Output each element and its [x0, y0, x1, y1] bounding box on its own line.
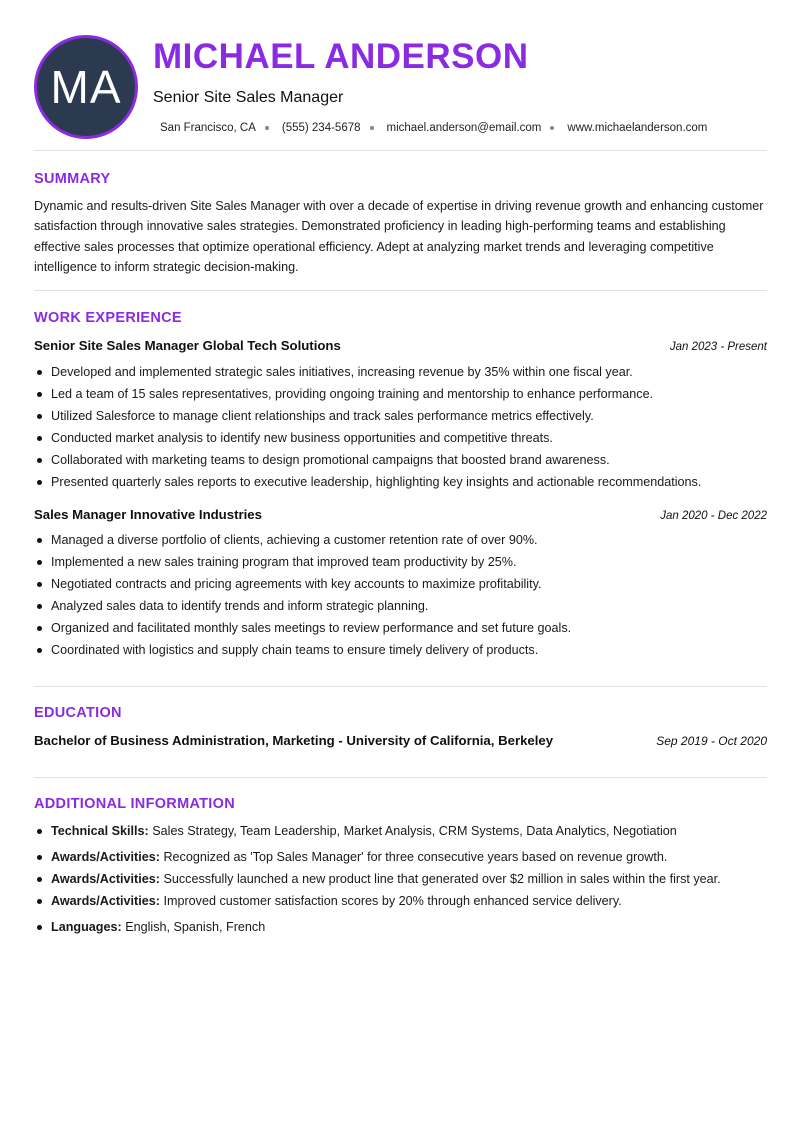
separator-dot-icon	[550, 126, 554, 130]
education-heading: EDUCATION	[34, 705, 122, 721]
list-item	[34, 868, 774, 890]
list-item: Utilized Salesforce to manage client relationships and track sales performance metrics effectively.	[34, 405, 774, 427]
list-item	[34, 846, 774, 868]
list-item	[34, 890, 774, 912]
section-divider	[34, 777, 767, 778]
contact-phone: (555) 234-5678	[281, 122, 361, 134]
info-label: Awards/Activities:	[51, 894, 160, 908]
experience-heading: WORK EXPERIENCE	[34, 310, 182, 326]
list-item: Implemented a new sales training program that improved team productivity by 25%.	[34, 551, 774, 573]
job-role: Sales Manager Innovative Industries	[34, 507, 262, 522]
list-item: Led a team of 15 sales representatives, providing ongoing training and mentorship to enhance performance.	[34, 383, 774, 405]
separator-dot-icon	[370, 126, 374, 130]
contact-website[interactable]: www.michaelanderson.com	[567, 122, 708, 134]
info-text: Successfully launched a new product line that generated over $2 million in sales within the first year.	[163, 872, 721, 886]
info-text: Recognized as 'Top Sales Manager' for three consecutive years based on revenue growth.	[163, 850, 668, 864]
info-label: Awards/Activities:	[51, 850, 160, 864]
list-item: Analyzed sales data to identify trends and inform strategic planning.	[34, 595, 774, 617]
info-text: English, Spanish, French	[125, 920, 266, 934]
education-entry	[34, 733, 767, 748]
info-text: Improved customer satisfaction scores by 20% through enhanced service delivery.	[163, 894, 622, 908]
avatar-initials: MA	[50, 61, 122, 113]
summary-text: Dynamic and results-driven Site Sales Manager with over a decade of expertise in driving revenue growth and enhancing customer satisfaction through innovative sales strategies. Demonstrated proficiency in leading high-performing teams and establishing effective sales processes that optimize operational efficiency. Adept at analyzing market trends and leveraging competitive intelligence to inform strategic decision-making.	[34, 199, 764, 274]
candidate-name: MICHAEL ANDERSON	[153, 37, 529, 76]
list-item: Managed a diverse portfolio of clients, achieving a customer retention rate of over 90%.	[34, 529, 774, 551]
contact-bar	[160, 120, 707, 136]
separator-dot-icon	[265, 126, 269, 130]
list-item: Developed and implemented strategic sales initiatives, increasing revenue by 35% within one fiscal year.	[34, 361, 774, 383]
list-item	[34, 820, 774, 842]
summary-heading: SUMMARY	[34, 171, 111, 187]
job-dates: Jan 2023 - Present	[669, 341, 767, 353]
list-item: Presented quarterly sales reports to executive leadership, highlighting key insights and actionable recommendations.	[34, 471, 774, 493]
job-header	[34, 507, 767, 522]
info-label: Awards/Activities:	[51, 872, 160, 886]
additional-heading: ADDITIONAL INFORMATION	[34, 796, 235, 812]
section-divider	[34, 150, 767, 151]
list-item	[34, 916, 774, 938]
education-degree: Bachelor of Business Administration, Marketing - University of California, Berkeley	[34, 733, 554, 748]
job-bullet-list	[34, 529, 774, 661]
contact-email[interactable]: michael.anderson@email.com	[386, 122, 542, 134]
job-header	[34, 338, 767, 353]
job-dates: Jan 2020 - Dec 2022	[660, 510, 767, 522]
list-item: Coordinated with logistics and supply chain teams to ensure timely delivery of products.	[34, 639, 774, 661]
list-item: Negotiated contracts and pricing agreements with key accounts to maximize profitability.	[34, 573, 774, 595]
candidate-title: Senior Site Sales Manager	[153, 89, 344, 106]
list-item: Organized and facilitated monthly sales meetings to review performance and set future goals.	[34, 617, 774, 639]
job-role: Senior Site Sales Manager Global Tech Solutions	[34, 338, 341, 353]
section-divider	[34, 290, 767, 291]
info-label: Technical Skills:	[51, 824, 149, 838]
list-item: Conducted market analysis to identify new business opportunities and competitive threats.	[34, 427, 774, 449]
avatar	[34, 35, 138, 139]
info-text: Sales Strategy, Team Leadership, Market Analysis, CRM Systems, Data Analytics, Negotiation	[152, 824, 677, 838]
info-label: Languages:	[51, 920, 122, 934]
contact-location: San Francisco, CA	[160, 122, 256, 134]
section-divider	[34, 686, 767, 687]
education-dates: Sep 2019 - Oct 2020	[656, 734, 767, 748]
list-item: Collaborated with marketing teams to design promotional campaigns that boosted brand awareness.	[34, 449, 774, 471]
job-bullet-list	[34, 361, 774, 493]
additional-info-list	[34, 820, 774, 938]
